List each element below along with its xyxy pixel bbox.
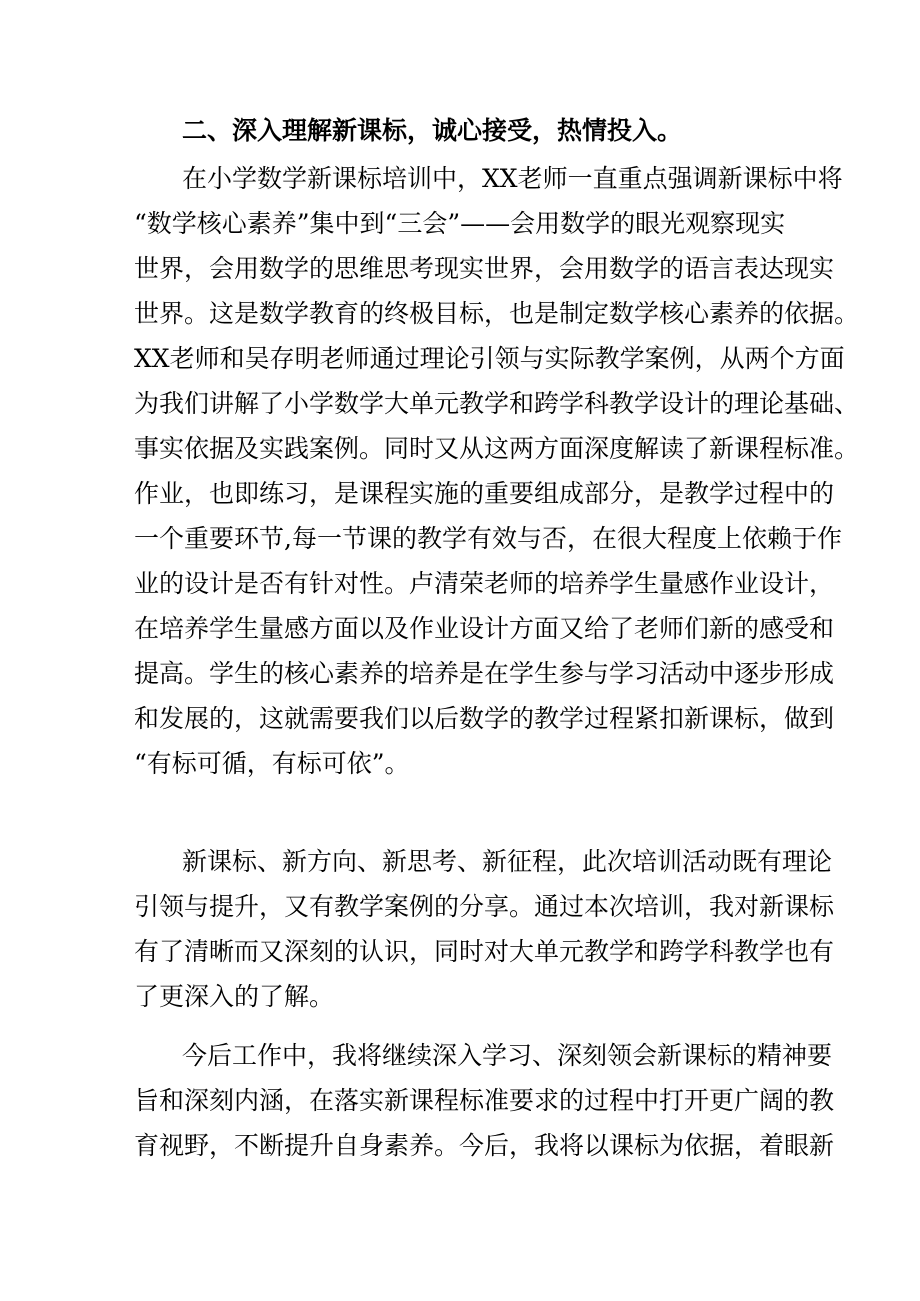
paragraph-1-line-10: 业的设计是否有针对性。卢清荣老师的培养学生量感作业设计， bbox=[134, 569, 835, 598]
paragraph-2-line-2: 引领与提升，又有教学案例的分享。通过本次培训，我对新课标 bbox=[134, 892, 835, 921]
section-heading: 二、深入理解新课标，诚心接受，热情投入。 bbox=[182, 116, 683, 145]
paragraph-1-line-3: 世界，会用数学的思维思考现实世界，会用数学的语言表达现实 bbox=[134, 254, 835, 283]
paragraph-1-line-1: 在小学数学新课标培训中，XX老师一直重点强调新课标中将 bbox=[182, 164, 843, 193]
paragraph-1-line-13: 和发展的，这就需要我们以后数学的教学过程紧扣新课标，做到 bbox=[134, 704, 835, 733]
paragraph-1-line-7: 事实依据及实践案例。同时又从这两方面深度解读了新课程标准。 bbox=[134, 434, 860, 463]
paragraph-1-line-14: “有标可循，有标可依”。 bbox=[134, 749, 410, 778]
paragraph-3-line-1: 今后工作中，我将继续深入学习、深刻领会新课标的精神要 bbox=[182, 1041, 833, 1070]
paragraph-1-line-4: 世界。这是数学教育的终极目标，也是制定数学核心素养的依据。 bbox=[134, 299, 860, 328]
paragraph-3-line-2: 旨和深刻内涵，在落实新课程标准要求的过程中打开更广阔的教 bbox=[134, 1086, 835, 1115]
paragraph-1-line-8: 作业，也即练习，是课程实施的重要组成部分，是教学过程中的 bbox=[134, 479, 835, 508]
paragraph-1-line-9: 一个重要环节,每一节课的教学有效与否，在很大程度上依赖于作 bbox=[134, 524, 842, 553]
paragraph-3-line-3: 育视野，不断提升自身素养。今后，我将以课标为依据，着眼新 bbox=[134, 1131, 835, 1160]
paragraph-2-line-3: 有了清晰而又深刻的认识，同时对大单元教学和跨学科教学也有 bbox=[134, 937, 835, 966]
paragraph-1-line-6: 为我们讲解了小学数学大单元教学和跨学科教学设计的理论基础、 bbox=[134, 389, 860, 418]
paragraph-1-line-12: 提高。学生的核心素养的培养是在学生参与学习活动中逐步形成 bbox=[134, 659, 835, 688]
paragraph-1-line-5: XX老师和吴存明老师通过理论引领与实际教学案例，从两个方面 bbox=[134, 344, 845, 373]
paragraph-2-line-1: 新课标、新方向、新思考、新征程，此次培训活动既有理论 bbox=[182, 847, 833, 876]
paragraph-2-line-4: 了更深入的了解。 bbox=[134, 982, 335, 1011]
paragraph-1-line-11: 在培养学生量感方面以及作业设计方面又给了老师们新的感受和 bbox=[134, 614, 835, 643]
paragraph-1-line-2: “数学核心素养”集中到“三会”——会用数学的眼光观察现实 bbox=[134, 209, 786, 238]
